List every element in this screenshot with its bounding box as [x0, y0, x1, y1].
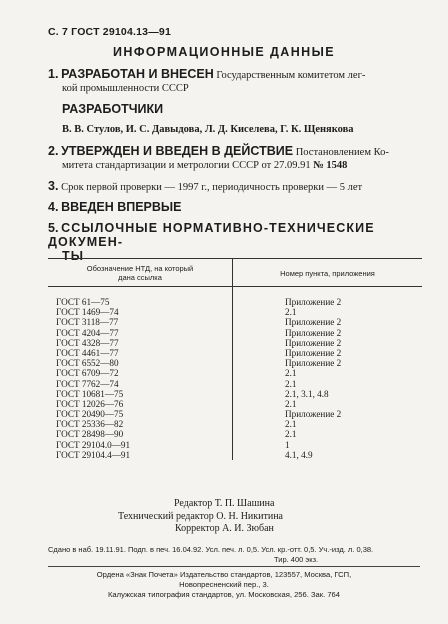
table-cell-document: ГОСТ 7762—74 [56, 378, 119, 389]
imprint-line-2: Тир. 400 экз. [274, 555, 319, 564]
table-cell-clause: 1 [285, 439, 290, 450]
table-cell-clause: Приложение 2 [285, 347, 342, 358]
section-2-text: Постановлением Ко- [295, 147, 389, 158]
section-1-text-cont: кой промышленности СССР [62, 83, 189, 94]
table-cell-clause: Приложение 2 [285, 317, 342, 328]
section-3 [48, 180, 420, 194]
table-row [48, 297, 422, 307]
table-row [48, 368, 422, 378]
page-title: ИНФОРМАЦИОННЫЕ ДАННЫЕ [113, 45, 335, 59]
table-cell-document: ГОСТ 61—75 [56, 297, 110, 307]
section-5-heading: ССЫЛОЧНЫЕ НОРМАТИВНО-ТЕХНИЧЕСКИЕ ДОКУМЕН- [48, 221, 375, 249]
references-table [48, 258, 422, 460]
page-header: С. 7 ГОСТ 29104.13—91 [48, 26, 171, 38]
table-row [48, 358, 422, 368]
section-2-text-cont: митета стандартизации и метрологии СССР от [62, 160, 272, 171]
table-top-rule [48, 258, 422, 259]
section-1-heading: РАЗРАБОТАН И ВНЕСЕН [61, 67, 214, 81]
publisher-line-1: Ордена «Знак Почета» Издательство стандартов, 123557, Москва, ГСП, [96, 570, 352, 579]
table-cell-document: ГОСТ 28498—90 [56, 429, 124, 440]
tech-editor-line: Технический редактор О. Н. Никитина [118, 510, 283, 522]
table-body [48, 297, 422, 460]
publisher-block [0, 570, 448, 600]
editors-block [118, 498, 283, 536]
table-row [48, 379, 422, 389]
editor-line: Редактор Т. П. Шашина [174, 498, 275, 509]
table-header-rule [48, 286, 422, 287]
section-1 [48, 68, 420, 95]
table-cell-document: ГОСТ 4204—77 [56, 327, 119, 338]
table-row [48, 399, 422, 409]
developers-heading: РАЗРАБОТЧИКИ [62, 102, 164, 116]
table-cell-clause: Приложение 2 [285, 337, 342, 348]
table-cell-clause: 2.1 [285, 398, 297, 409]
publisher-line-3: Калужская типография стандартов, ул. Московская, 256. Зак. 764 [108, 590, 340, 599]
section-1-number: 1. [48, 67, 59, 81]
table-row [48, 419, 422, 429]
section-5-number: 5. [48, 221, 59, 235]
table-header-document [48, 264, 232, 282]
table-row [48, 338, 422, 348]
table-row [48, 440, 422, 450]
table-cell-clause: Приложение 2 [285, 327, 342, 338]
corrector-line: Корректор А. И. Зюбан [175, 523, 274, 534]
section-4-heading: ВВЕДЕН ВПЕРВЫЕ [61, 200, 182, 214]
table-cell-document: ГОСТ 25336—82 [56, 419, 124, 430]
print-imprint [48, 545, 373, 565]
table-cell-clause: 2.1 [285, 378, 297, 389]
table-cell-document: ГОСТ 12026—76 [56, 398, 124, 409]
table-cell-document: ГОСТ 29104.0—91 [56, 439, 131, 450]
table-row [48, 450, 422, 460]
table-cell-document: ГОСТ 10681—75 [56, 388, 124, 399]
table-header-document-line1: Обозначение НТД, на который [86, 264, 194, 273]
table-cell-clause: Приложение 2 [285, 358, 342, 369]
table-cell-document: ГОСТ 20490—75 [56, 409, 124, 420]
table-row [48, 429, 422, 439]
table-cell-document: ГОСТ 6709—72 [56, 368, 119, 379]
table-cell-clause: Приложение 2 [285, 297, 342, 307]
section-2-date: 27.09.91 [273, 160, 311, 171]
table-row [48, 389, 422, 399]
section-5-heading-cont: ТЫ [62, 249, 85, 263]
table-cell-clause: 2.1 [285, 419, 297, 430]
table-cell-clause: 2.1 [285, 368, 297, 379]
section-3-text: Срок первой проверки — 1997 г., периодичность проверки — 5 лет [61, 182, 363, 193]
table-row [48, 307, 422, 317]
table-cell-clause: 4.1, 4.9 [285, 449, 313, 460]
publisher-line-2: Новопресненский пер., 3. [179, 580, 269, 589]
table-cell-clause: 2.1 [285, 307, 297, 318]
table-header-document-line2: дана ссылка [118, 273, 162, 282]
table-cell-document: ГОСТ 3118—77 [56, 317, 119, 328]
table-header-clause: Номер пункта, приложения [280, 269, 375, 278]
table-row [48, 348, 422, 358]
table-cell-document: ГОСТ 29104.4—91 [56, 449, 131, 460]
table-cell-clause: Приложение 2 [285, 409, 342, 420]
table-row [48, 328, 422, 338]
section-1-text: Государственным комитетом лег- [216, 70, 366, 81]
table-cell-document: ГОСТ 1469—74 [56, 307, 119, 318]
section-2-number: 2. [48, 144, 59, 158]
table-cell-document: ГОСТ 4328—77 [56, 337, 119, 348]
table-cell-document: ГОСТ 6552—80 [56, 358, 119, 369]
table-row [48, 317, 422, 327]
imprint-divider [48, 566, 420, 567]
imprint-line-1: Сдано в наб. 19.11.91. Подп. в печ. 16.04.92. Усл. печ. л. 0,5. Усл. кр.-отт. 0,5. Уч.-изд. л. 0,38. [48, 545, 374, 554]
section-4 [48, 201, 420, 215]
section-2 [48, 145, 420, 172]
table-cell-document: ГОСТ 4461—77 [56, 347, 119, 358]
table-cell-clause: 2.1, 3.1, 4.8 [285, 388, 329, 399]
developers-names: В. В. Стулов, И. С. Давыдова, Л. Д. Киселева, Г. К. Щенякова [62, 124, 354, 135]
section-3-number: 3. [48, 179, 59, 193]
section-2-number-doc: № 1548 [313, 160, 348, 171]
table-row [48, 409, 422, 419]
table-cell-clause: 2.1 [285, 429, 297, 440]
section-2-heading: УТВЕРЖДЕН И ВВЕДЕН В ДЕЙСТВИЕ [61, 144, 294, 158]
section-4-number: 4. [48, 200, 59, 214]
